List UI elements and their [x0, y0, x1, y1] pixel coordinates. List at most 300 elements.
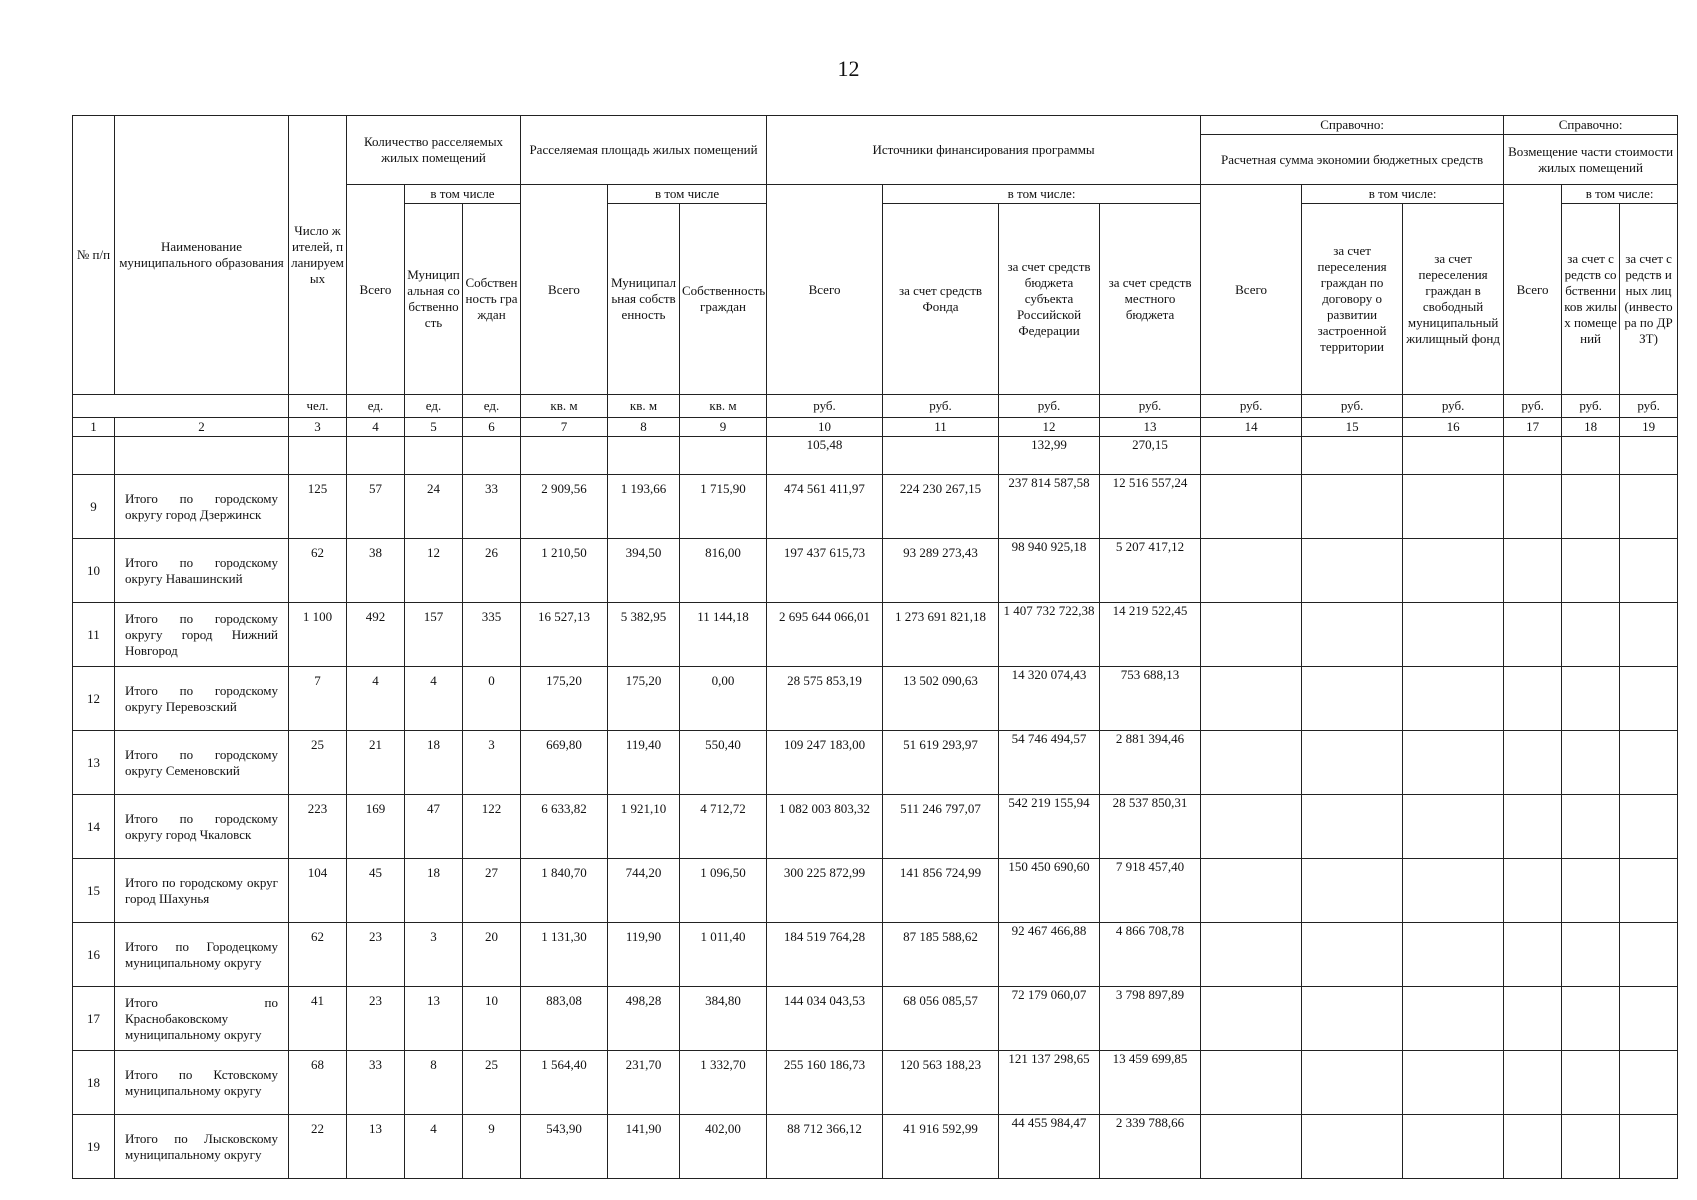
row-area-mun: 394,50	[608, 539, 680, 603]
row-finance-local: 14 219 522,45	[1100, 603, 1201, 667]
header-num: № п/п	[73, 116, 115, 395]
row-rooms-mun: 18	[405, 731, 463, 795]
table-row	[73, 987, 1678, 1051]
row-number: 19	[73, 1115, 115, 1179]
row-rooms-total: 13	[347, 1115, 405, 1179]
empty-cell	[521, 437, 608, 475]
unit-cell: ед.	[347, 395, 405, 418]
row-finance-subject: 1 407 732 722,38	[999, 603, 1100, 667]
resettlement-table	[72, 115, 1678, 1179]
header-ref2-title: Возмещение части стоимости жилых помещений	[1504, 135, 1678, 185]
continuation-row	[73, 437, 1678, 475]
header-finance-group: Источники финансирования программы	[767, 116, 1201, 185]
col-number: 1	[73, 418, 115, 437]
row-rooms-own: 27	[463, 859, 521, 923]
col-number: 10	[767, 418, 883, 437]
units-row	[73, 395, 1678, 418]
row-finance-fund: 87 185 588,62	[883, 923, 999, 987]
empty-cell	[1504, 1115, 1562, 1179]
empty-cell	[1504, 437, 1562, 475]
row-finance-total: 2 695 644 066,01	[767, 603, 883, 667]
col-number: 18	[1562, 418, 1620, 437]
row-rooms-total: 57	[347, 475, 405, 539]
empty-cell	[1201, 603, 1302, 667]
unit-cell: чел.	[289, 395, 347, 418]
row-finance-total: 197 437 615,73	[767, 539, 883, 603]
empty-cell	[608, 437, 680, 475]
row-area-mun: 175,20	[608, 667, 680, 731]
row-finance-subject: 237 814 587,58	[999, 475, 1100, 539]
unit-cell: ед.	[405, 395, 463, 418]
row-area-mun: 1 921,10	[608, 795, 680, 859]
row-name: Итого по городскому округу город Нижний Новгород	[115, 603, 289, 667]
row-area-mun: 5 382,95	[608, 603, 680, 667]
row-name: Итого по городскому округу город Дзержинск	[115, 475, 289, 539]
row-area-total: 1 840,70	[521, 859, 608, 923]
unit-cell: кв. м	[608, 395, 680, 418]
row-finance-total: 144 034 043,53	[767, 987, 883, 1051]
row-area-own: 550,40	[680, 731, 767, 795]
empty-cell	[1302, 539, 1403, 603]
empty-cell	[1620, 475, 1678, 539]
row-finance-total: 255 160 186,73	[767, 1051, 883, 1115]
row-residents: 41	[289, 987, 347, 1051]
empty-cell	[1302, 923, 1403, 987]
row-residents: 62	[289, 923, 347, 987]
empty-cell	[1562, 603, 1620, 667]
unit-cell: руб.	[999, 395, 1100, 418]
row-name: Итого по Краснобаковскому муниципальному округу	[115, 987, 289, 1051]
empty-cell	[1562, 539, 1620, 603]
continuation-total: 105,48	[767, 437, 883, 475]
row-finance-local: 12 516 557,24	[1100, 475, 1201, 539]
empty-cell	[1562, 475, 1620, 539]
row-finance-total: 28 575 853,19	[767, 667, 883, 731]
table-row	[73, 539, 1678, 603]
table-row	[73, 475, 1678, 539]
row-area-mun: 141,90	[608, 1115, 680, 1179]
unit-cell: руб.	[1100, 395, 1201, 418]
empty-cell	[1562, 859, 1620, 923]
row-area-own: 1 096,50	[680, 859, 767, 923]
continuation-subject: 132,99	[999, 437, 1100, 475]
header-subject: за счет средств бюджета субъекта Российской Федерации	[999, 204, 1100, 395]
empty-cell	[1403, 539, 1504, 603]
row-finance-fund: 13 502 090,63	[883, 667, 999, 731]
row-finance-local: 5 207 417,12	[1100, 539, 1201, 603]
row-rooms-own: 10	[463, 987, 521, 1051]
empty-cell	[1201, 795, 1302, 859]
header-area-total: Всего	[521, 185, 608, 395]
row-finance-subject: 121 137 298,65	[999, 1051, 1100, 1115]
empty-cell	[1620, 731, 1678, 795]
header-area-incl: в том числе	[608, 185, 767, 204]
unit-cell: руб.	[1620, 395, 1678, 418]
empty-cell	[1620, 1115, 1678, 1179]
unit-cell: руб.	[883, 395, 999, 418]
row-finance-fund: 68 056 085,57	[883, 987, 999, 1051]
col-number: 9	[680, 418, 767, 437]
header-eco-total: Всего	[1201, 185, 1302, 395]
row-area-own: 402,00	[680, 1115, 767, 1179]
row-number: 18	[73, 1051, 115, 1115]
empty-cell	[347, 437, 405, 475]
row-finance-subject: 542 219 155,94	[999, 795, 1100, 859]
row-number: 17	[73, 987, 115, 1051]
row-residents: 68	[289, 1051, 347, 1115]
empty-cell	[1201, 475, 1302, 539]
empty-cell	[1504, 475, 1562, 539]
empty-cell	[1620, 923, 1678, 987]
unit-cell: руб.	[767, 395, 883, 418]
row-rooms-mun: 157	[405, 603, 463, 667]
unit-cell: руб.	[1403, 395, 1504, 418]
row-rooms-total: 33	[347, 1051, 405, 1115]
row-name: Итого по Городецкому муниципальному округу	[115, 923, 289, 987]
table-row	[73, 1051, 1678, 1115]
empty-cell	[1504, 539, 1562, 603]
row-finance-local: 3 798 897,89	[1100, 987, 1201, 1051]
empty-cell	[1201, 667, 1302, 731]
empty-cell	[1302, 795, 1403, 859]
row-rooms-mun: 47	[405, 795, 463, 859]
col-number: 4	[347, 418, 405, 437]
empty-cell	[1302, 987, 1403, 1051]
row-rooms-total: 23	[347, 923, 405, 987]
row-rooms-mun: 12	[405, 539, 463, 603]
row-area-total: 543,90	[521, 1115, 608, 1179]
col-number: 2	[115, 418, 289, 437]
col-number: 19	[1620, 418, 1678, 437]
header-rooms-mun: Муниципальная собственность	[405, 204, 463, 395]
header-rooms-incl: в том числе	[405, 185, 521, 204]
col-number: 16	[1403, 418, 1504, 437]
row-finance-subject: 72 179 060,07	[999, 987, 1100, 1051]
row-rooms-own: 9	[463, 1115, 521, 1179]
row-residents: 1 100	[289, 603, 347, 667]
row-name: Итого по городскому округу Перевозский	[115, 667, 289, 731]
row-residents: 104	[289, 859, 347, 923]
empty-cell	[883, 437, 999, 475]
empty-cell	[1562, 667, 1620, 731]
col-number: 12	[999, 418, 1100, 437]
table-row	[73, 923, 1678, 987]
row-rooms-own: 3	[463, 731, 521, 795]
row-rooms-own: 0	[463, 667, 521, 731]
row-rooms-mun: 24	[405, 475, 463, 539]
row-finance-fund: 51 619 293,97	[883, 731, 999, 795]
empty-cell	[1504, 1051, 1562, 1115]
row-rooms-mun: 4	[405, 667, 463, 731]
table-row	[73, 859, 1678, 923]
row-area-total: 175,20	[521, 667, 608, 731]
row-rooms-mun: 13	[405, 987, 463, 1051]
row-number: 12	[73, 667, 115, 731]
header-eco-free: за счет переселения граждан в свободный муниципальный жилищный фонд	[1403, 204, 1504, 395]
empty-cell	[1302, 859, 1403, 923]
unit-cell: руб.	[1562, 395, 1620, 418]
row-rooms-total: 169	[347, 795, 405, 859]
row-finance-fund: 1 273 691 821,18	[883, 603, 999, 667]
header-rooms-own: Собственность граждан	[463, 204, 521, 395]
row-number: 13	[73, 731, 115, 795]
empty-cell	[1504, 987, 1562, 1051]
row-finance-total: 1 082 003 803,32	[767, 795, 883, 859]
empty-cell	[1201, 923, 1302, 987]
row-area-own: 11 144,18	[680, 603, 767, 667]
row-area-mun: 119,90	[608, 923, 680, 987]
empty-cell	[1201, 731, 1302, 795]
header-rooms-total: Всего	[347, 185, 405, 395]
row-rooms-total: 45	[347, 859, 405, 923]
empty-cell	[1562, 923, 1620, 987]
empty-cell	[1201, 859, 1302, 923]
units-spacer	[73, 395, 289, 418]
header-rooms-group: Количество расселяемых жилых помещений	[347, 116, 521, 185]
row-area-total: 1 210,50	[521, 539, 608, 603]
unit-cell: руб.	[1201, 395, 1302, 418]
row-rooms-own: 25	[463, 1051, 521, 1115]
table-row	[73, 795, 1678, 859]
col-number: 7	[521, 418, 608, 437]
unit-cell: кв. м	[521, 395, 608, 418]
row-finance-local: 753 688,13	[1100, 667, 1201, 731]
row-finance-total: 109 247 183,00	[767, 731, 883, 795]
unit-cell: руб.	[1302, 395, 1403, 418]
empty-cell	[1620, 859, 1678, 923]
row-finance-fund: 120 563 188,23	[883, 1051, 999, 1115]
row-rooms-total: 492	[347, 603, 405, 667]
empty-cell	[1562, 987, 1620, 1051]
row-area-mun: 498,28	[608, 987, 680, 1051]
row-finance-local: 2 339 788,66	[1100, 1115, 1201, 1179]
row-finance-total: 300 225 872,99	[767, 859, 883, 923]
row-name: Итого по Лысковскому муниципальному округу	[115, 1115, 289, 1179]
header-residents: Число жителей, планируемых	[289, 116, 347, 395]
empty-cell	[1562, 795, 1620, 859]
row-area-own: 384,80	[680, 987, 767, 1051]
empty-cell	[1620, 603, 1678, 667]
row-finance-subject: 44 455 984,47	[999, 1115, 1100, 1179]
table-row	[73, 667, 1678, 731]
header-eco-incl: в том числе:	[1302, 185, 1504, 204]
empty-cell	[1504, 923, 1562, 987]
row-finance-fund: 93 289 273,43	[883, 539, 999, 603]
empty-cell	[405, 437, 463, 475]
row-rooms-mun: 4	[405, 1115, 463, 1179]
table-row	[73, 603, 1678, 667]
empty-cell	[1403, 667, 1504, 731]
header-comp-owners: за счет средств собственников жилых помещений	[1562, 204, 1620, 395]
row-residents: 25	[289, 731, 347, 795]
header-comp-incl: в том числе:	[1562, 185, 1678, 204]
empty-cell	[1620, 437, 1678, 475]
row-number: 10	[73, 539, 115, 603]
empty-cell	[1562, 731, 1620, 795]
header-area-own: Собственность граждан	[680, 204, 767, 395]
continuation-local: 270,15	[1100, 437, 1201, 475]
row-name: Итого по Кстовскому муниципальному округу	[115, 1051, 289, 1115]
empty-cell	[1403, 1051, 1504, 1115]
row-finance-total: 474 561 411,97	[767, 475, 883, 539]
empty-cell	[1302, 667, 1403, 731]
table-row	[73, 1115, 1678, 1179]
header-area-group: Расселяемая площадь жилых помещений	[521, 116, 767, 185]
empty-cell	[1201, 539, 1302, 603]
empty-cell	[1620, 1051, 1678, 1115]
row-area-total: 1 564,40	[521, 1051, 608, 1115]
empty-cell	[1620, 667, 1678, 731]
col-number: 8	[608, 418, 680, 437]
unit-cell: кв. м	[680, 395, 767, 418]
row-rooms-mun: 18	[405, 859, 463, 923]
col-number: 11	[883, 418, 999, 437]
row-name: Итого по городскому округу город Чкаловск	[115, 795, 289, 859]
empty-cell	[289, 437, 347, 475]
table-row	[73, 731, 1678, 795]
col-number: 14	[1201, 418, 1302, 437]
row-rooms-total: 23	[347, 987, 405, 1051]
row-name: Итого по городскому округу Семеновский	[115, 731, 289, 795]
empty-cell	[1403, 795, 1504, 859]
empty-cell	[1403, 731, 1504, 795]
row-area-own: 1 715,90	[680, 475, 767, 539]
page-number: 12	[837, 56, 860, 81]
unit-cell: руб.	[1504, 395, 1562, 418]
empty-cell	[1504, 667, 1562, 731]
row-finance-total: 184 519 764,28	[767, 923, 883, 987]
row-area-own: 0,00	[680, 667, 767, 731]
row-residents: 125	[289, 475, 347, 539]
column-number-row	[73, 418, 1678, 437]
empty-cell	[1620, 795, 1678, 859]
row-rooms-own: 33	[463, 475, 521, 539]
col-number: 17	[1504, 418, 1562, 437]
empty-cell	[1201, 987, 1302, 1051]
row-residents: 62	[289, 539, 347, 603]
row-finance-local: 2 881 394,46	[1100, 731, 1201, 795]
row-number: 14	[73, 795, 115, 859]
header-finance-total: Всего	[767, 185, 883, 395]
row-rooms-own: 26	[463, 539, 521, 603]
header-comp-total: Всего	[1504, 185, 1562, 395]
header-eco-dev: за счет переселения граждан по договору о развитии застроенной территории	[1302, 204, 1403, 395]
col-number: 15	[1302, 418, 1403, 437]
empty-cell	[1403, 437, 1504, 475]
empty-cell	[1620, 987, 1678, 1051]
row-area-total: 6 633,82	[521, 795, 608, 859]
row-number: 11	[73, 603, 115, 667]
row-area-own: 1 332,70	[680, 1051, 767, 1115]
header-name: Наименование муниципального образования	[115, 116, 289, 395]
empty-cell	[1504, 731, 1562, 795]
row-area-mun: 1 193,66	[608, 475, 680, 539]
col-number: 6	[463, 418, 521, 437]
empty-cell	[1201, 1051, 1302, 1115]
row-area-mun: 119,40	[608, 731, 680, 795]
empty-cell	[1562, 1115, 1620, 1179]
empty-cell	[1620, 539, 1678, 603]
row-area-mun: 231,70	[608, 1051, 680, 1115]
empty-cell	[1201, 1115, 1302, 1179]
row-finance-local: 4 866 708,78	[1100, 923, 1201, 987]
empty-cell	[1504, 859, 1562, 923]
row-rooms-total: 38	[347, 539, 405, 603]
empty-cell	[1302, 603, 1403, 667]
row-finance-subject: 14 320 074,43	[999, 667, 1100, 731]
row-number: 16	[73, 923, 115, 987]
row-area-own: 1 011,40	[680, 923, 767, 987]
row-rooms-own: 122	[463, 795, 521, 859]
row-rooms-total: 21	[347, 731, 405, 795]
header-ref2: Справочно:	[1504, 116, 1678, 135]
header-fund: за счет средств Фонда	[883, 204, 999, 395]
row-rooms-mun: 3	[405, 923, 463, 987]
header-ref1: Справочно:	[1201, 116, 1504, 135]
col-number: 3	[289, 418, 347, 437]
empty-cell	[1302, 731, 1403, 795]
row-area-mun: 744,20	[608, 859, 680, 923]
header-comp-other: за счет средств иных лиц (инвестора по ДРЗТ)	[1620, 204, 1678, 395]
empty-cell	[1403, 1115, 1504, 1179]
row-finance-local: 13 459 699,85	[1100, 1051, 1201, 1115]
empty-cell	[1302, 1051, 1403, 1115]
empty-cell	[1562, 437, 1620, 475]
row-area-total: 883,08	[521, 987, 608, 1051]
empty-cell	[1302, 475, 1403, 539]
row-finance-subject: 92 467 466,88	[999, 923, 1100, 987]
row-name: Итого по городскому округ город Шахунья	[115, 859, 289, 923]
empty-cell	[1403, 859, 1504, 923]
empty-cell	[1403, 987, 1504, 1051]
row-area-total: 1 131,30	[521, 923, 608, 987]
row-rooms-total: 4	[347, 667, 405, 731]
row-finance-local: 7 918 457,40	[1100, 859, 1201, 923]
unit-cell: ед.	[463, 395, 521, 418]
row-rooms-mun: 8	[405, 1051, 463, 1115]
empty-cell	[1403, 923, 1504, 987]
row-finance-subject: 98 940 925,18	[999, 539, 1100, 603]
row-area-total: 16 527,13	[521, 603, 608, 667]
row-rooms-own: 20	[463, 923, 521, 987]
empty-cell	[1562, 1051, 1620, 1115]
row-finance-fund: 41 916 592,99	[883, 1115, 999, 1179]
data-rows	[73, 475, 1678, 1179]
row-finance-total: 88 712 366,12	[767, 1115, 883, 1179]
empty-cell	[1201, 437, 1302, 475]
row-name: Итого по городскому округу Навашинский	[115, 539, 289, 603]
row-finance-fund: 141 856 724,99	[883, 859, 999, 923]
empty-cell	[1302, 437, 1403, 475]
empty-cell	[115, 437, 289, 475]
col-number: 13	[1100, 418, 1201, 437]
row-residents: 7	[289, 667, 347, 731]
row-number: 15	[73, 859, 115, 923]
empty-cell	[73, 437, 115, 475]
header-local: за счет средств местного бюджета	[1100, 204, 1201, 395]
row-finance-local: 28 537 850,31	[1100, 795, 1201, 859]
row-residents: 22	[289, 1115, 347, 1179]
row-finance-subject: 150 450 690,60	[999, 859, 1100, 923]
row-finance-subject: 54 746 494,57	[999, 731, 1100, 795]
empty-cell	[680, 437, 767, 475]
row-area-total: 669,80	[521, 731, 608, 795]
row-rooms-own: 335	[463, 603, 521, 667]
row-area-own: 816,00	[680, 539, 767, 603]
header-finance-incl: в том числе:	[883, 185, 1201, 204]
row-number: 9	[73, 475, 115, 539]
row-area-own: 4 712,72	[680, 795, 767, 859]
